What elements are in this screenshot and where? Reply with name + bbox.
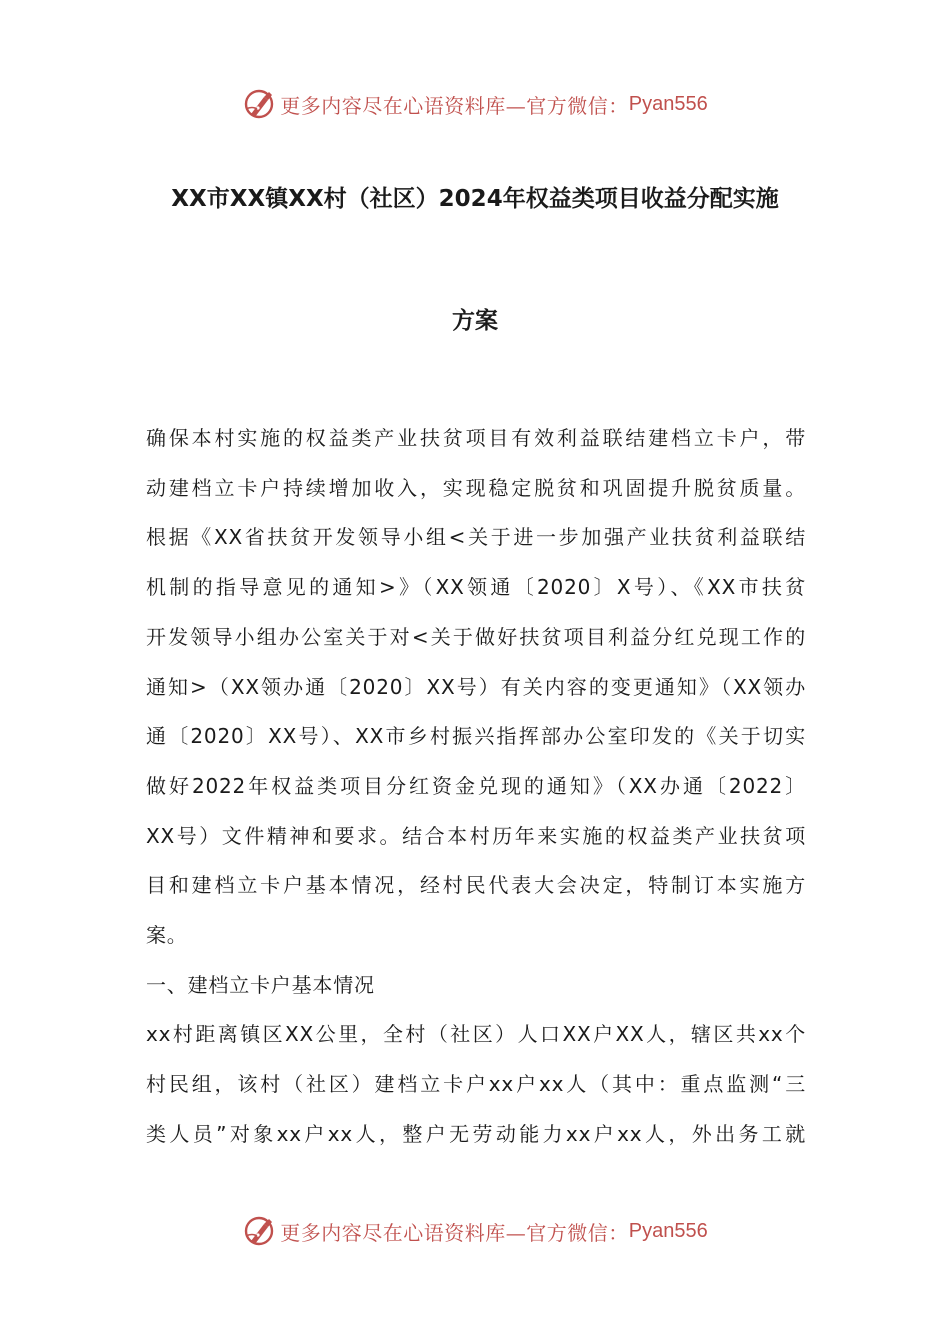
text-line: xx村距离镇区XX公里，全村（社区）人口XX户XX人，辖区共xx个 — [146, 1022, 806, 1047]
header-banner — [0, 82, 950, 126]
pen-nib-logo-icon — [242, 1214, 276, 1248]
section1-heading: 一、建档立卡户基本情况 — [146, 972, 375, 997]
text-line: 开发领导小组办公室关于对<关于做好扶贫项目利益分红兑现工作的 — [146, 624, 806, 649]
intro-paragraph — [146, 414, 806, 961]
text-line: 根据《XX省扶贫开发领导小组<关于进一步加强产业扶贫利益联结 — [146, 525, 806, 550]
text-line: 类人员”对象xx户xx人，整户无劳动能力xx户xx人，外出务工就 — [146, 1121, 806, 1146]
document-title-line1: XX市XX镇XX村（社区）2024年权益类项目收益分配实施 — [171, 186, 779, 212]
text-line: 通知>（XX领办通〔2020〕XX号）有关内容的变更通知》（XX领办 — [146, 674, 806, 699]
pen-nib-logo-icon — [242, 87, 276, 121]
banner-wechat-id: Pyan556 — [628, 1219, 708, 1242]
text-line: 目和建档立卡户基本情况，经村民代表大会决定，特制订本实施方 — [146, 873, 806, 898]
document-title-line2: 方案 — [452, 308, 498, 334]
banner-text: 更多内容尽在心语资料库—官方微信： — [280, 93, 629, 118]
section-heading — [146, 961, 806, 1011]
document-body — [146, 414, 806, 1160]
text-line: 确保本村实施的权益类产业扶贫项目有效利益联结建档立卡户，带 — [146, 426, 806, 450]
banner-wechat-id: Pyan556 — [628, 92, 708, 115]
text-line: 村民组，该村（社区）建档立卡户xx户xx人（其中：重点监测“三 — [146, 1072, 806, 1097]
text-line: XX号）文件精神和要求。结合本村历年来实施的权益类产业扶贫项 — [146, 823, 806, 848]
text-line: 通〔2020〕XX号）、XX市乡村振兴指挥部办公室印发的《关于切实 — [146, 724, 806, 749]
banner-text: 更多内容尽在心语资料库—官方微信： — [280, 1220, 629, 1245]
text-line: 动建档立卡户持续增加收入，实现稳定脱贫和巩固提升脱贫质量。 — [146, 475, 806, 500]
text-line: 机制的指导意见的通知>》（XX领通〔2020〕X号）、《XX市扶贫 — [146, 575, 806, 600]
section1-paragraph — [146, 1010, 806, 1159]
text-line: 案。 — [146, 923, 188, 948]
footer-banner — [0, 1209, 950, 1253]
text-line: 做好2022年权益类项目分红资金兑现的通知》（XX办通〔2022〕 — [146, 773, 806, 798]
